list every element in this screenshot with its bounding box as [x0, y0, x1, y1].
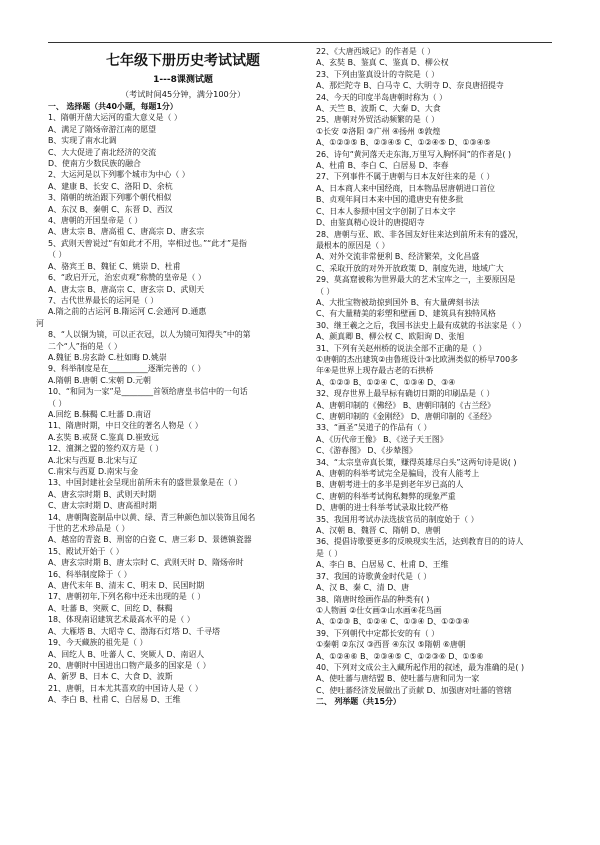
question-line: A、唐玄宗时期 B、武则天时期: [48, 489, 157, 499]
question-line: 10、“和同为一家”是________首领给唐皇书信中的一句话: [48, 387, 248, 397]
question-line: A、吐蕃 B、突厥 C、回纥 D、靺鞨: [48, 603, 173, 613]
question-line: A、建康 B、长安 C、洛阳 D、余杭: [48, 181, 173, 191]
question-line: 30、继王羲之之后，我国书法史上最有成就的书法家是（ ）: [316, 320, 526, 330]
question-line: A、汉 B、秦 C、清 D、唐: [316, 583, 410, 593]
question-line: 是（ ）: [316, 548, 343, 558]
question-line: A、天竺 B、波斯 C、大秦 D、大食: [316, 104, 441, 114]
question-line: A、玄奘 B、鉴真 C、鉴真 D、柳公权: [316, 58, 449, 68]
question-line: A.回纥 B.靺鞨 C.吐蕃 D.南诏: [48, 409, 151, 419]
question-line: A、新罗 B、日本 C、大食 D、波斯: [48, 672, 173, 682]
question-line: B、唐朝考进士的多半是到老年岁已高的人: [316, 480, 464, 490]
question-line: 27、下列事件不属于唐朝与日本友好往来的是（ ）: [316, 172, 495, 182]
question-line: A、大雁塔 B、大昭寺 C、渤海石灯塔 D、千寻塔: [48, 626, 220, 636]
question-line: A、颜真卿 B、柳公权 C、欧阳询 D、张旭: [316, 332, 465, 342]
question-line: 12、澶渊之盟的签约双方是（ ）: [48, 444, 164, 454]
top-rule: [48, 42, 552, 43]
question-line: ①长安 ②洛阳 ③广州 ④扬州 ⑤敦煌: [316, 126, 441, 136]
question-line: C、使吐蕃经济发展做出了贡献 D、加强唐对吐蕃的管辖: [316, 685, 512, 695]
question-line: A.玄奘 B.戒贤 C.鉴真 D.崔致远: [48, 432, 159, 442]
question-line: A、唐朝的科举考试完全是骗局，没有人能考上: [316, 469, 480, 479]
question-line: 二、 列举题（共15分）: [316, 697, 401, 707]
question-line: C、有大量精美的彩塑和壁画 D、建筑具有独特风格: [316, 309, 496, 319]
question-line: A、越窑的青瓷 B、刑窑的白瓷 C、唐三彩 D、景德镇瓷器: [48, 535, 252, 545]
question-line: 29、莫高窟被称为世界最大的艺术宝库之一，主要原因是: [316, 275, 516, 285]
exam-title: 七年级下册历史考试试题: [106, 53, 260, 69]
exam-subtitle: 1---8课测试题: [153, 75, 213, 85]
question-line: A、那烂陀寺 B、白马寺 C、大明寺 D、奈良唐招提寺: [316, 81, 504, 91]
question-line: A、满足了隋炀帝游江南的愿望: [48, 124, 156, 134]
question-line: A、对外交流非常便利 B、经济繁荣，文化昌盛: [316, 252, 480, 262]
question-line: 14、唐朝陶瓷制品中以黄、绿、青三种颜色加以装饰且闻名: [48, 512, 256, 522]
question-line: A、大批宝物被劫掠到国外 B、有大量碑刻书法: [316, 297, 480, 307]
question-line: （ ）: [48, 250, 67, 260]
question-line: A、①②③ B、①②④ C、①③④ D、③④: [316, 377, 456, 387]
question-line: 二个“人”指的是（ ）: [48, 341, 122, 351]
question-line: 4、唐朝的开国皇帝是（ ）: [48, 216, 143, 226]
question-line: C、采取开放的对外开放政策 D、制度先进，地域广大: [316, 263, 504, 273]
question-line: 21、唐朝，日本尤其喜欢的中国诗人是（ ）: [48, 683, 203, 693]
question-line: 22、《大唐西域记》的作者是（ ）: [316, 47, 436, 56]
question-line: 17、唐朝初年,下列名称中还未出现的是（ ）: [48, 592, 206, 602]
question-line: A、回纥人 B、吐蕃人 C、突厥人 D、南诏人: [48, 649, 205, 659]
question-line: 34、“太宗皇帝真长策，赚得英雄尽白头”这两句诗是说( ): [316, 457, 517, 467]
question-line: A、唐太宗 B、唐高祖 C、唐高宗 D、唐玄宗: [48, 227, 205, 237]
question-line: A、骆宾王 B、魏征 C、姚崇 D、杜甫: [48, 261, 181, 271]
question-line: C、唐太宗时期 D、唐高祖时期: [48, 501, 157, 511]
question-line: 1、隋朝开凿大运河的重大意义是（ ）: [48, 113, 182, 123]
question-line: 35、我国用考试办法选拔官员的制度始于（ ）: [316, 514, 479, 524]
right-question-list: [316, 46, 556, 708]
question-line: C、唐朝印制的《金刚经》 D、唐朝印制的《圣经》: [316, 412, 496, 421]
question-line: A、杜甫 B、李白 C、白居易 D、李春: [316, 161, 449, 171]
question-line: C、唐朝的科举考试徇私舞弊的现象严重: [316, 491, 456, 501]
question-line: D、唐朝的进士科举考试录取比较严格: [316, 503, 449, 513]
right-column: [316, 46, 556, 708]
exam-meta: （考试时间45分钟，满分100分）: [120, 89, 246, 99]
question-line: （ ）: [316, 286, 335, 296]
question-line: 13、中国封建社会呈现出前所未有的盛世景象是在（ ）: [48, 478, 243, 488]
question-line: 8、“人以铜为镜，可以正衣冠，以人为镜可知得失”中的第: [48, 330, 251, 340]
question-line: 6、“政启开元，治宏贞观”称赞的皇帝是（ ）: [48, 273, 206, 283]
question-line: ①唐朝的杰出建筑②由鲁班设计③比欧洲类似的桥早700多: [316, 354, 518, 364]
question-line: 最根本的原因是（ ）: [316, 240, 390, 250]
question-line: A.魏征 B.房玄龄 C.杜如晦 D.姚崇: [48, 352, 167, 362]
question-line: 河: [36, 318, 44, 328]
question-line: 年④是世界上现存最古老的石拱桥: [316, 366, 434, 376]
question-line: 31、下列有关赵州桥的说法全部不正确的是（ ）: [316, 343, 487, 353]
question-line: 3、隋朝的统治跟下列哪个朝代相似: [48, 193, 172, 203]
left-question-list: [36, 101, 318, 706]
question-line: ①秦朝 ②东汉 ③西晋 ④东汉 ⑤隋朝 ⑥唐朝: [316, 640, 466, 650]
question-line: A、东汉 B、秦朝 C、东晋 D、西汉: [48, 204, 173, 214]
question-line: 2、大运河是以下列哪个城市为中心（ ）: [48, 170, 190, 180]
question-line: A.隋朝 B.唐朝 C.宋朝 D.元朝: [48, 375, 151, 385]
question-line: B、贞观年间日本来中国的遣唐史有使多批: [316, 195, 464, 205]
question-line: 37、我国的诗歌黄金时代是（ ）: [316, 571, 432, 581]
question-line: 40、下列对文成公主入藏所起作用的叙述，最为准确的是( ): [316, 662, 525, 672]
left-column: [36, 46, 318, 706]
question-line: 一、 选择题（共40小题，每题1分）: [48, 102, 178, 111]
question-line: A、唐朝印制的《佛经》 B、唐朝印制的《古兰经》: [316, 400, 496, 410]
question-line: C、日本人参照中国文字创制了日本文字: [316, 206, 456, 216]
question-line: A.北宋与西夏 B.北宋与辽: [48, 455, 138, 465]
question-line: C、大大促进了南北经济的交流: [48, 147, 157, 157]
question-line: A、日本商人来中国经商，日本物品居唐朝进口首位: [316, 183, 495, 193]
question-line: A、《历代帝王像》 B、《送子天王图》: [316, 434, 448, 444]
question-line: 于世的艺术珍品是（ ）: [48, 524, 130, 534]
question-line: C.南宋与西夏 D.南宋与金: [48, 467, 139, 476]
question-line: 33、“画圣”吴道子的作品有（ ）: [316, 423, 432, 433]
question-line: C、《游春图》 D、《步辇图》: [316, 446, 417, 456]
question-line: B、实现了南水北调: [48, 136, 117, 146]
question-line: 20、唐朝时中国进出口物产最多的国家是（ ）: [48, 660, 211, 670]
question-line: A、李白 B、杜甫 C、白居易 D、王维: [48, 695, 181, 705]
question-line: 18、体现南诏建筑艺术最高水平的是（ ）: [48, 615, 195, 625]
question-line: 19、今天藏族的祖先是（ ）: [48, 638, 148, 648]
question-line: 39、下列朝代中定都长安的有（ ）: [316, 628, 440, 638]
question-line: 24、今天的印度半岛唐朝时称为（ ）: [316, 92, 447, 102]
question-line: A、唐代末年 B、清末 C、明末 D、民国时期: [48, 581, 205, 591]
question-line: 28、唐朝与亚、欧、非各国友好往来达到前所未有的盛况，: [316, 229, 524, 239]
question-line: 9、科举制度是在__________逐渐完善的（ ）: [48, 364, 206, 374]
question-line: A.隋之前的古运河 B.隋运河 C.会通河 D.通惠: [48, 307, 207, 317]
question-line: 36、提倡诗歌要更多的反映现实生活，达到教育目的的诗人: [316, 537, 524, 547]
question-line: 7、古代世界最长的运河是（ ）: [48, 295, 159, 305]
question-line: 11、隋唐时期，中日交往的著名人物是（ ）: [48, 421, 203, 431]
question-line: 15、殿试开始于（ ）: [48, 546, 124, 556]
question-line: 5、武则天曾说过“有如此才不用，宰相过也。”“此才”是指: [48, 238, 247, 248]
question-line: A、①②③ B、①②④ C、①③④ D、①②③④: [316, 617, 470, 627]
question-line: 26、诗句“黄河落天走东海,万里写入胸怀间”的作者是( ): [316, 149, 512, 159]
question-line: 23、下列由鉴真设计的寺院是（ ）: [316, 69, 440, 79]
question-line: 38、隋唐时绘画作品的种类有( ): [316, 594, 430, 604]
question-line: D、由鉴真精心设计的唐提昭寺: [316, 218, 425, 228]
question-line: A、①②③⑤ B、②③④⑤ C、①②④⑤ D、①③④⑤: [316, 138, 491, 148]
question-line: A、①②④⑥ B、②③④⑤ C、①②③⑥ D、①⑤⑥: [316, 651, 484, 661]
question-line: 25、唐朝对外贸活动频繁的是（ ）: [316, 115, 440, 125]
question-line: A、汉朝 B、魏晋 C、隋朝 D、唐朝: [316, 526, 441, 536]
question-line: 16、科举制度除于（ ）: [48, 569, 132, 579]
question-line: 32、现存世界上最早标有确切日期的印刷品是（ ）: [316, 389, 495, 399]
question-line: ①人物画 ②仕女画③山水画④花鸟画: [316, 605, 442, 615]
question-line: A、李白 B、白居易 C、杜甫 D、王维: [316, 560, 449, 570]
question-line: A、使吐蕃与唐结盟 B、使吐蕃与唐和同为一家: [316, 674, 480, 684]
question-line: （ ）: [48, 398, 67, 408]
question-line: D、使南方少数民族的融合: [48, 159, 141, 169]
question-line: A、唐太宗 B、唐高宗 C、唐玄宗 D、武则天: [48, 284, 205, 294]
question-line: A、唐玄宗时期 B、唐太宗时 C、武则天时 D、隋炀帝时: [48, 558, 244, 568]
